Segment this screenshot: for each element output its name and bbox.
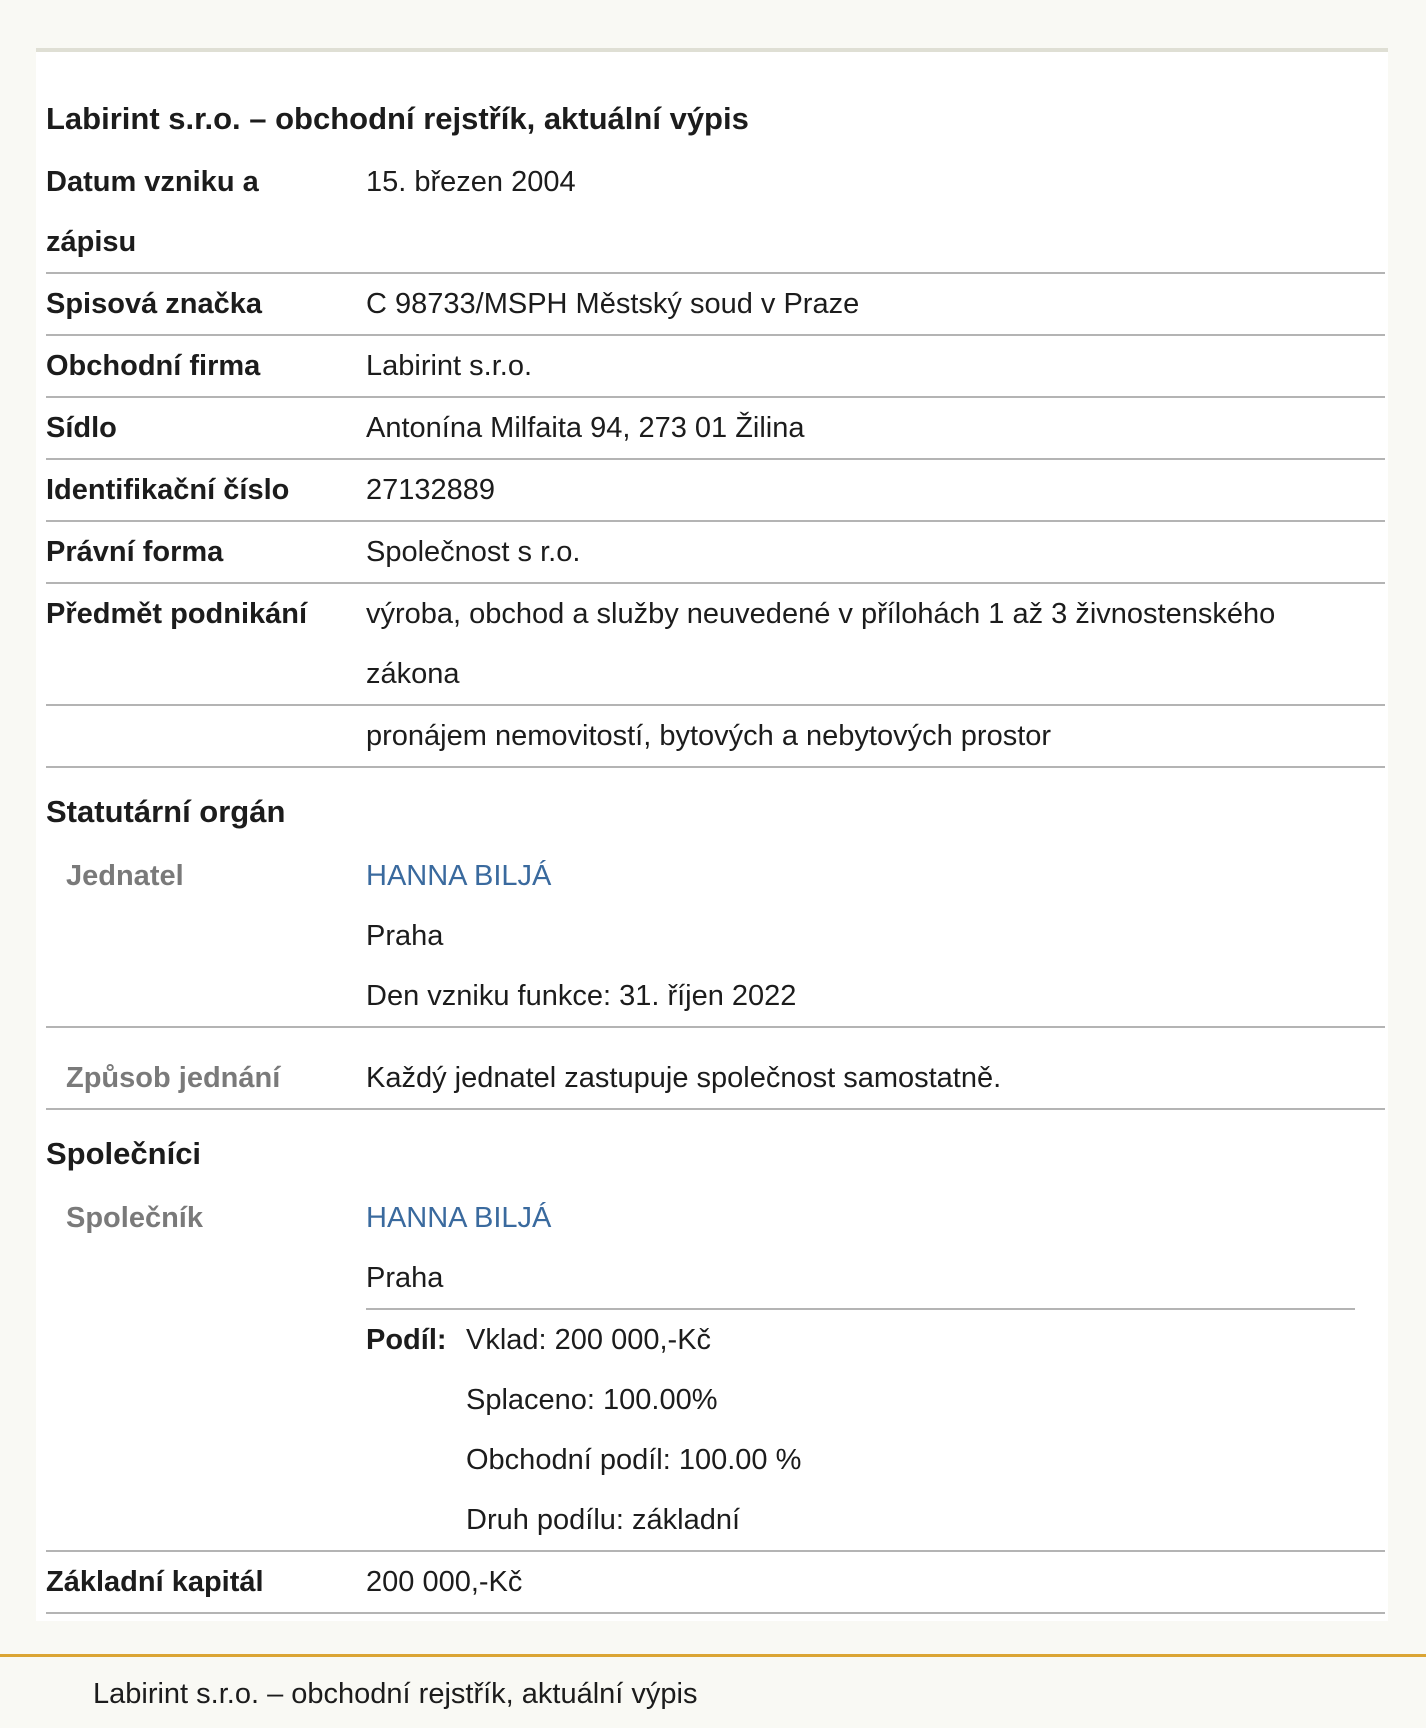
- value-spolecnik-city: Praha: [366, 1262, 444, 1294]
- value-vklad: Vklad: 200 000,-Kč: [466, 1324, 712, 1356]
- row-divider: [46, 1108, 1385, 1110]
- value-jednatel-since: Den vzniku funkce: 31. říjen 2022: [366, 980, 797, 1012]
- label-pravni-forma: Právní forma: [46, 536, 224, 568]
- link-spolecnik-name[interactable]: HANNA BILJÁ: [366, 1202, 552, 1234]
- label-zpusob-jednani: Způsob jednání: [66, 1062, 281, 1094]
- link-jednatel-name[interactable]: HANNA BILJÁ: [366, 860, 552, 892]
- value-pravni-forma: Společnost s r.o.: [366, 536, 581, 568]
- row-divider: [46, 520, 1385, 522]
- value-zakladni-kapital: 200 000,-Kč: [366, 1566, 523, 1598]
- value-sidlo: Antonína Milfaita 94, 273 01 Žilina: [366, 412, 805, 444]
- value-obchodni-podil: Obchodní podíl: 100.00 %: [466, 1444, 802, 1476]
- footer-divider: [0, 1654, 1426, 1657]
- label-spisova-znacka: Spisová značka: [46, 288, 262, 320]
- value-predmet-podnikani-2: pronájem nemovitostí, bytových a nebytových prostor: [366, 720, 1052, 752]
- label-spolecnik: Společník: [66, 1202, 203, 1234]
- label-datum-vzniku-line1: Datum vzniku a: [46, 166, 259, 198]
- value-datum-vzniku: 15. březen 2004: [366, 166, 576, 198]
- label-predmet-podnikani: Předmět podnikání: [46, 598, 308, 630]
- footer-text: Labirint s.r.o. – obchodní rejstřík, aktuální výpis: [93, 1678, 698, 1710]
- value-identifikacni-cislo: 27132889: [366, 474, 496, 506]
- value-predmet-podnikani-1-cont: zákona: [366, 658, 460, 690]
- label-zakladni-kapital: Základní kapitál: [46, 1566, 264, 1598]
- section-heading-spolecnici: Společníci: [46, 1136, 202, 1171]
- value-spisova-znacka: C 98733/MSPH Městský soud v Praze: [366, 288, 860, 320]
- label-podil: Podíl:: [366, 1324, 447, 1356]
- value-jednatel-city: Praha: [366, 920, 444, 952]
- value-obchodni-firma: Labirint s.r.o.: [366, 350, 533, 382]
- label-sidlo: Sídlo: [46, 412, 117, 444]
- section-heading-statutarni-organ: Statutární orgán: [46, 794, 286, 829]
- value-splaceno: Splaceno: 100.00%: [466, 1384, 718, 1416]
- label-obchodni-firma: Obchodní firma: [46, 350, 261, 382]
- row-divider: [46, 766, 1385, 768]
- label-identifikacni-cislo: Identifikační číslo: [46, 474, 290, 506]
- label-jednatel: Jednatel: [66, 860, 184, 892]
- value-druh-podilu: Druh podílu: základní: [466, 1504, 741, 1536]
- value-zpusob-jednani: Každý jednatel zastupuje společnost samostatně.: [366, 1062, 1002, 1094]
- row-divider: [46, 1612, 1385, 1614]
- value-predmet-podnikani-1: výroba, obchod a služby neuvedené v přílohách 1 až 3 živnostenského: [366, 598, 1276, 630]
- page-title: Labirint s.r.o. – obchodní rejstřík, aktuální výpis: [46, 101, 749, 136]
- label-datum-vzniku-line2: zápisu: [46, 226, 137, 258]
- row-divider: [46, 1026, 1385, 1028]
